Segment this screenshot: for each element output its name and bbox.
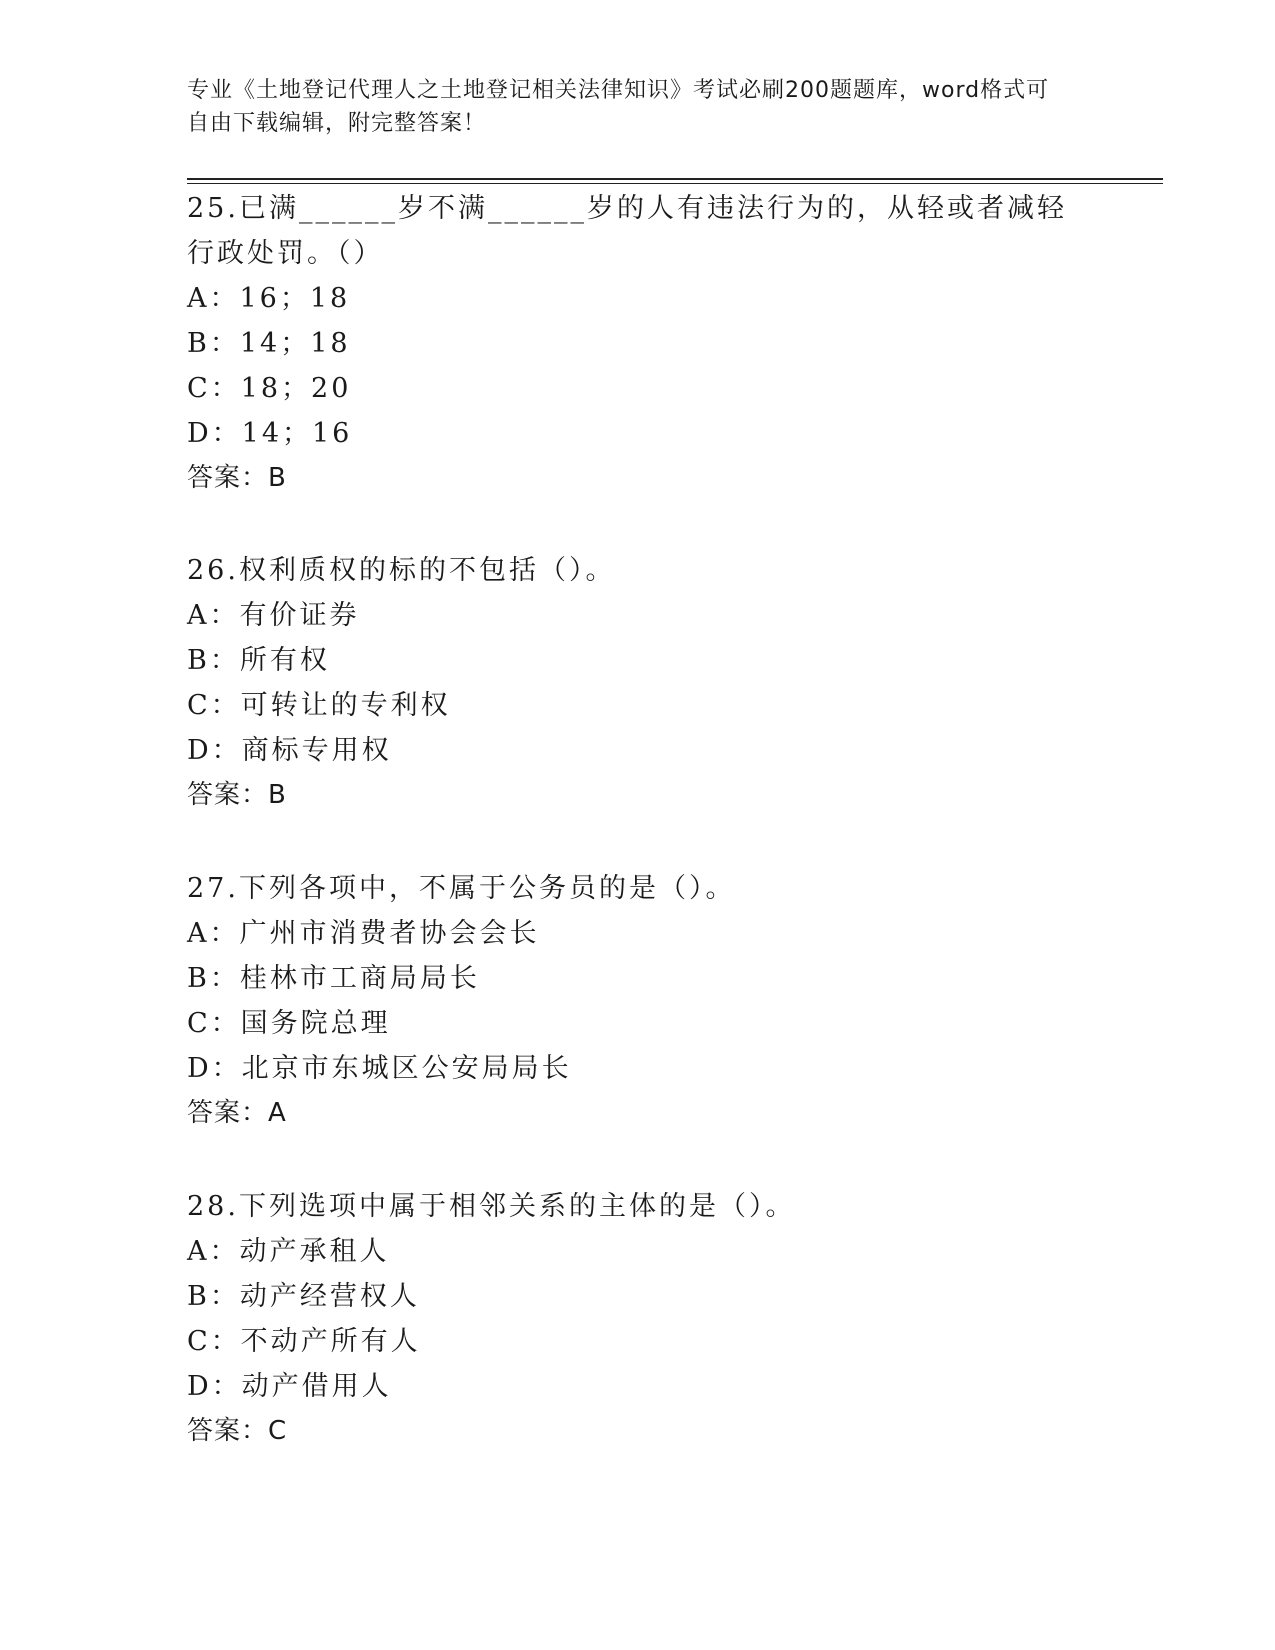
question-26 [187,548,1087,818]
option-a: A：动产承租人 [187,1236,390,1267]
question-28 [187,1184,1087,1454]
header-divider-thin [187,183,1163,184]
option-c: C：18；20 [187,373,352,404]
option-a: A：16；18 [187,283,351,314]
document-header: 专业《土地登记代理人之土地登记相关法律知识》考试必刷200题题库，word格式可自由下载编辑，附完整答案！ [187,78,1050,136]
header-divider-thick [187,178,1163,180]
option-b: B：桂林市工商局局长 [187,963,480,994]
option-c: C：可转让的专利权 [187,690,451,721]
option-d: D：14；16 [187,418,353,449]
answer-text: 答案：C [187,1416,288,1446]
option-b: B：所有权 [187,645,330,676]
option-d: D：动产借用人 [187,1371,392,1402]
option-a: A：有价证券 [187,600,360,631]
answer-text: 答案：A [187,1098,287,1128]
option-d: D：商标专用权 [187,735,392,766]
option-a: A：广州市消费者协会会长 [187,918,540,949]
option-c: C：国务院总理 [187,1008,391,1039]
question-stem: 28.下列选项中属于相邻关系的主体的是（）。 [187,1191,796,1222]
question-27 [187,866,1087,1136]
answer-text: 答案：B [187,463,287,493]
answer-text: 答案：B [187,780,287,810]
option-d: D：北京市东城区公安局局长 [187,1053,572,1084]
question-stem: 27.下列各项中，不属于公务员的是（）。 [187,873,736,904]
option-b: B：动产经营权人 [187,1281,420,1312]
option-c: C：不动产所有人 [187,1326,421,1357]
question-25 [187,186,1087,501]
question-stem: 26.权利质权的标的不包括（）。 [187,555,616,586]
option-b: B：14；18 [187,328,351,359]
question-stem: 25.已满______岁不满______岁的人有违法行为的，从轻或者减轻行政处罚。（） [187,193,1067,269]
